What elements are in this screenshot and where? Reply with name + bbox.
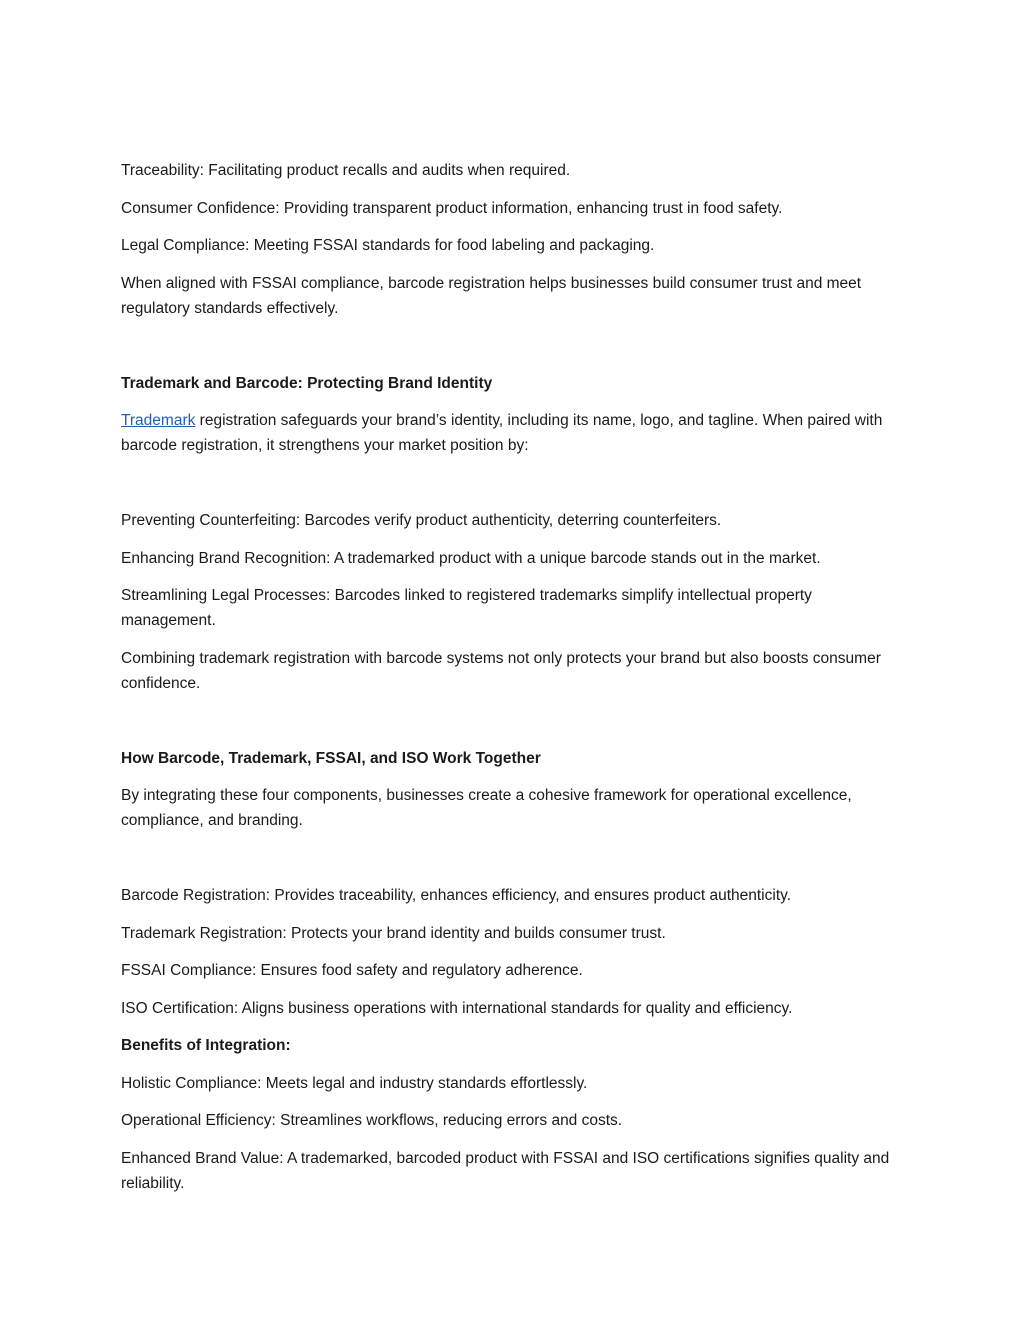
list-item-barcode-registration: Barcode Registration: Provides traceability, enhances efficiency, and ensures product authenticity. [121, 887, 792, 904]
spacer [121, 708, 901, 746]
section3-intro: By integrating these four components, businesses create a cohesive framework for operational excellence, compliance, and branding. [121, 787, 852, 829]
section2-summary: Combining trademark registration with barcode systems not only protects your brand but also boosts consumer confidence. [121, 649, 881, 692]
section1-summary: When aligned with FSSAI compliance, barcode registration helps businesses build consumer trust and meet regulatory standards effectively. [121, 274, 862, 317]
list-item-trademark-registration: Trademark Registration: Protects your brand identity and builds consumer trust. [121, 924, 666, 942]
list-item-iso-certification: ISO Certification: Aligns business operations with international standards for quality and efficiency. [121, 999, 793, 1017]
spacer [121, 846, 901, 884]
list-item-consumer-confidence: Consumer Confidence: Providing transparent product information, enhancing trust in food safety. [121, 199, 783, 217]
heading-work-together: How Barcode, Trademark, FSSAI, and ISO Work Together [121, 749, 541, 767]
benefit-operational-efficiency: Operational Efficiency: Streamlines workflows, reducing errors and costs. [121, 1112, 623, 1129]
heading-trademark-barcode: Trademark and Barcode: Protecting Brand Identity [121, 374, 493, 392]
section2-intro-text: registration safeguards your brand’s identity, including its name, logo, and tagline. When paired with barcode registration, it strengthens your market position by: [121, 412, 883, 454]
list-item-legal-processes: Streamlining Legal Processes: Barcodes linked to registered trademarks simplify intellectual property management. [121, 587, 812, 629]
spacer [121, 333, 901, 371]
section2-intro [121, 408, 901, 458]
benefit-brand-value: Enhanced Brand Value: A trademarked, barcoded product with FSSAI and ISO certifications signifies quality and reliability. [121, 1149, 890, 1192]
list-item-fssai-compliance: FSSAI Compliance: Ensures food safety and regulatory adherence. [121, 962, 583, 979]
document-page [121, 158, 901, 1208]
list-item-traceability: Traceability: Facilitating product recalls and audits when required. [121, 162, 571, 179]
list-item-legal-compliance: Legal Compliance: Meeting FSSAI standards for food labeling and packaging. [121, 237, 655, 254]
trademark-link[interactable]: Trademark [121, 412, 196, 429]
list-item-brand-recognition: Enhancing Brand Recognition: A trademarked product with a unique barcode stands out in the market. [121, 549, 821, 567]
spacer [121, 471, 901, 509]
list-item-preventing-counterfeiting: Preventing Counterfeiting: Barcodes verify product authenticity, deterring counterfeiters. [121, 512, 722, 529]
benefit-holistic-compliance: Holistic Compliance: Meets legal and industry standards effortlessly. [121, 1074, 588, 1092]
heading-benefits: Benefits of Integration: [121, 1037, 291, 1054]
